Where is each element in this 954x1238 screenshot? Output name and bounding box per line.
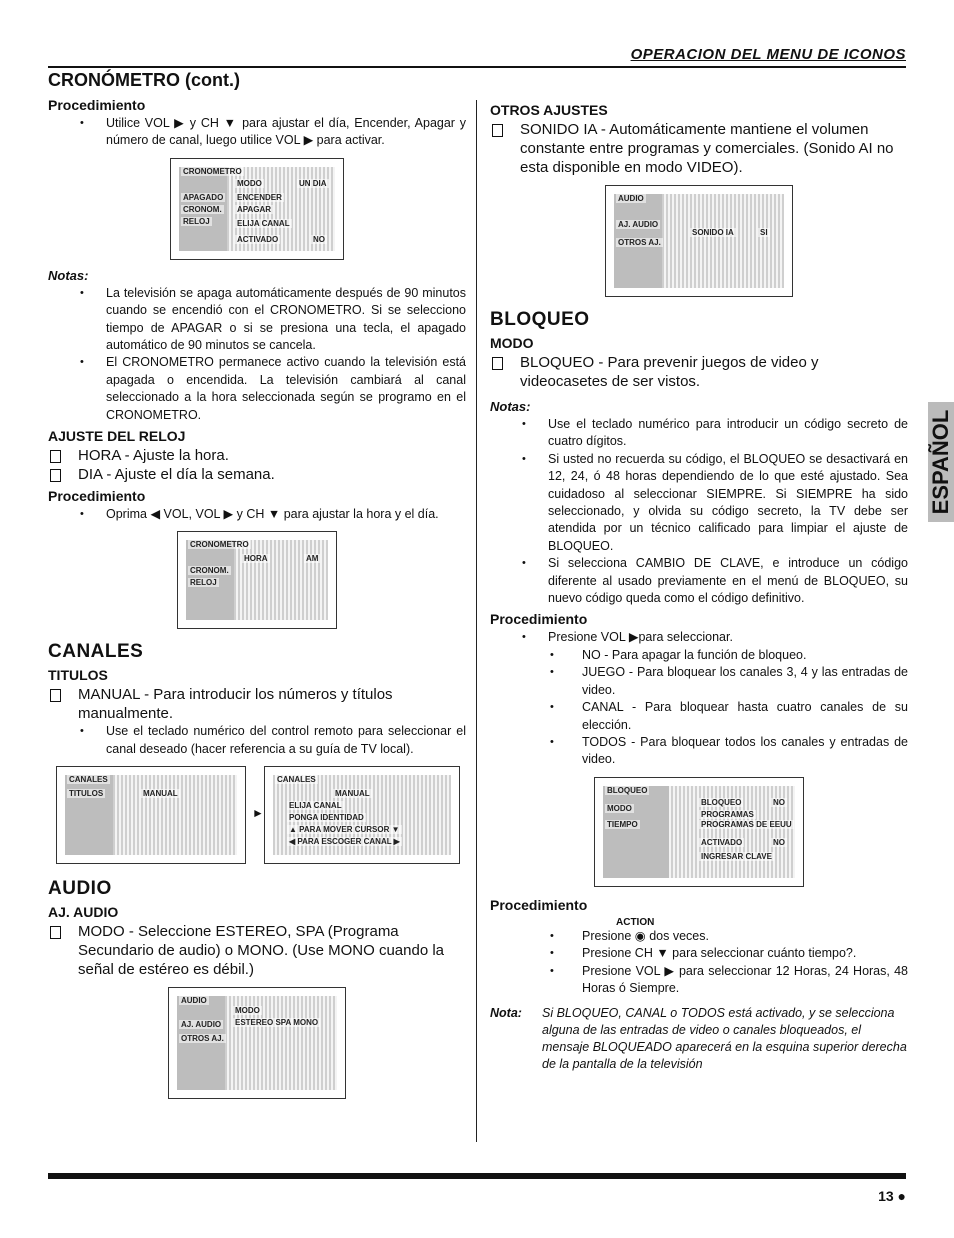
checkbox-icon xyxy=(492,357,503,370)
reloj-item-text: DIA - Ajuste el día la semana. xyxy=(78,466,275,484)
checkbox-icon xyxy=(50,469,61,482)
menu-label: ELIJA CANAL xyxy=(289,801,342,811)
menu-label: APAGADO xyxy=(183,192,224,202)
reloj-title: AJUSTE DEL RELOJ xyxy=(48,428,186,445)
nota-item: • La televisión se apaga automáticamente después de 90 minutos cuando se encendió con el CRONOMETRO. Si se selecciono tiempo de APAGAR o si se presiona una tecla, el apagado automático de 90 minutos se cancela. xyxy=(48,285,466,355)
canales-screenshots xyxy=(48,766,466,866)
menu-label: AJ. AUDIO xyxy=(618,220,659,229)
menu-label: INGRESAR CLAVE xyxy=(701,851,772,861)
bloqueo-title: BLOQUEO xyxy=(490,309,590,330)
canales-bullet: • Use el teclado numérico del control remoto para seleccionar el canal deseado (hacer referencia a su guía de TV local). xyxy=(48,723,466,758)
cronometro-title: CRONÓMETRO (cont.) xyxy=(48,70,240,90)
menu-label: CRONOMETRO xyxy=(183,166,242,176)
notas-label: Notas: xyxy=(48,267,89,283)
menu-label: SI xyxy=(760,228,768,237)
menu-label: ◀ PARA ESCOGER CANAL ▶ xyxy=(289,837,400,847)
menu-label: AUDIO xyxy=(618,194,644,203)
nota-item: • Si usted no recuerda su código, el BLOQUEO se desactivará en 12, 24, ó 48 horas dependiendo de lo que esté ajustado. Sea cuidadoso al seleccionar SIEMPRE. Si SIEMPRE ha sido seleccionado, y olvida su código secreto, la TV debe ser atendida por un técnico calificado para limpiar el ajuste de BLOQUEO. xyxy=(490,451,908,555)
otros-item xyxy=(490,120,908,177)
reloj-proc: • Oprima ◀ VOL, VOL ▶ y CH ▼ para ajustar la hora y el día. xyxy=(48,506,466,523)
language-tab xyxy=(928,402,954,522)
language-tab-label: ESPAÑOL xyxy=(928,409,953,515)
menu-label: CRONOM. xyxy=(183,204,222,214)
bloqueo-step: • Presione CH ▼ para seleccionar cuánto tiempo?. xyxy=(490,945,908,962)
action-label: ACTION xyxy=(616,916,655,928)
cronometro-menu-screenshot xyxy=(170,158,344,260)
menu-label: UN DIA xyxy=(299,178,327,188)
reloj-menu-screenshot xyxy=(177,531,337,629)
menu-label: ENCENDER xyxy=(237,192,282,202)
menu-label: MODO xyxy=(607,803,632,813)
left-column xyxy=(48,70,466,1107)
bloqueo-option: • CANAL - Para bloquear hasta cuatro canales de su elección. xyxy=(490,699,908,734)
menu-label: TIEMPO xyxy=(607,819,638,829)
reloj-item-text: HORA - Ajuste la hora. xyxy=(78,447,229,465)
nota-item: • El CRONOMETRO permanece activo cuando la televisión está apagada o encendida. La televisión cambiará al canal seleccionado a la hora seleccionada según se programo en el CRONOMETRO. xyxy=(48,354,466,424)
menu-label: ACTIVADO xyxy=(237,234,279,244)
menu-label: PROGRAMAS xyxy=(701,809,754,819)
bloqueo-option: • TODOS - Para bloquear todos los canales y entradas de video. xyxy=(490,734,908,769)
menu-label: CRONOMETRO xyxy=(190,540,249,550)
menu-label: MODO xyxy=(237,178,262,188)
menu-label: SONIDO IA xyxy=(692,228,734,237)
titulos-subtitle: TITULOS xyxy=(48,667,108,684)
checkbox-icon xyxy=(50,926,61,939)
menu-label: ▲ PARA MOVER CURSOR ▼ xyxy=(289,825,400,835)
audio-item-text: MODO - Seleccione ESTEREO, SPA (Programa Secundario de audio) o MONO. (Use MONO cuando la señal de estéreo es débil.) xyxy=(78,923,444,979)
menu-label: HORA xyxy=(244,554,268,564)
reloj-item xyxy=(48,465,466,484)
menu-label: RELOJ xyxy=(190,578,217,588)
audio-title: AUDIO xyxy=(48,878,112,900)
menu-label: ACTIVADO xyxy=(701,837,743,847)
canales-title: CANALES xyxy=(48,641,144,663)
menu-label: AM xyxy=(306,554,319,564)
menu-label: MODO xyxy=(235,1006,260,1016)
menu-label: RELOJ xyxy=(183,216,210,226)
right-column xyxy=(490,98,908,1073)
checkbox-icon xyxy=(492,124,503,137)
menu-label: OTROS AJ. xyxy=(181,1034,224,1044)
bloqueo-option: • NO - Para apagar la función de bloqueo. xyxy=(490,647,908,664)
aj-audio-subtitle: AJ. AUDIO xyxy=(48,904,119,921)
bloqueo-menu-screenshot xyxy=(594,777,804,887)
page-header xyxy=(48,46,906,68)
bloqueo-item-text: BLOQUEO - Para prevenir juegos de video y videocasetes de ser vistos. xyxy=(520,354,819,390)
menu-label: BLOQUEO xyxy=(607,785,648,795)
nota-item: • Si selecciona CAMBIO DE CLAVE, e introduce un código diferente al usado previamente en el menú de BLOQUEO, su nuevo código queda como el código definitivo. xyxy=(490,555,908,607)
bloqueo-nota xyxy=(490,1005,908,1073)
menu-label: PONGA IDENTIDAD xyxy=(289,813,364,823)
menu-label: APAGAR xyxy=(237,204,272,214)
checkbox-icon xyxy=(50,689,61,702)
otros-item-text: SONIDO IA - Automáticamente mantiene el volumen constante entre programas y comerciales. (Sonido AI no esta disponible en modo VIDEO). xyxy=(520,121,894,176)
menu-label: MANUAL xyxy=(335,789,370,799)
arrow-right-icon: ► xyxy=(252,806,264,821)
menu-label: OTROS AJ. xyxy=(618,238,661,247)
header-title: OPERACION DEL MENU DE ICONOS xyxy=(630,46,906,63)
notas-label: Notas: xyxy=(490,399,531,414)
canales-item xyxy=(48,685,466,723)
bloqueo-step: • Presione ◉ dos veces. xyxy=(490,928,908,945)
bloqueo-option: • JUEGO - Para bloquear los canales 3, 4 y las entradas de video. xyxy=(490,664,908,699)
footer-rule xyxy=(48,1173,906,1179)
nota-text: Si BLOQUEO, CANAL o TODOS está activado, y se selecciona alguna de las entradas de video o canales bloqueados, el mensaje BLOQUEADO aparecerá en la esquina superior derecha de la pantalla de la televisión xyxy=(542,1006,907,1072)
canales-manual-screenshot xyxy=(264,766,460,864)
cronometro-proc: • Utilice VOL ▶ y CH ▼ para ajustar el día, Encender, Apagar y número de canal, luego utilice VOL ▶ para activar. xyxy=(48,115,466,150)
audio-item xyxy=(48,922,466,979)
audio-menu-screenshot xyxy=(168,987,346,1099)
menu-label: MANUAL xyxy=(143,789,178,799)
column-divider xyxy=(476,100,477,1142)
nota-label: Nota: xyxy=(490,1006,522,1021)
reloj-item xyxy=(48,446,466,465)
procedimiento-label: Procedimiento xyxy=(490,896,588,913)
page-number: 13 ● xyxy=(878,1188,906,1204)
menu-label: NO xyxy=(773,837,785,847)
menu-label: PROGRAMAS DE EEUU xyxy=(701,819,792,829)
bloqueo-item xyxy=(490,353,908,391)
menu-label: BLOQUEO xyxy=(701,797,742,807)
menu-label: ESTEREO SPA MONO xyxy=(235,1018,319,1028)
nota-item: • Use el teclado numérico para introducir un código secreto de cuatro dígitos. xyxy=(490,416,908,451)
menu-label: AJ. AUDIO xyxy=(181,1020,222,1030)
menu-label: NO xyxy=(773,797,785,807)
otros-title: OTROS AJUSTES xyxy=(490,102,608,118)
modo-subtitle: MODO xyxy=(490,335,534,351)
menu-label: TITULOS xyxy=(69,789,104,799)
menu-label: ELIJA CANAL xyxy=(237,218,290,228)
menu-label: CANALES xyxy=(277,775,316,785)
otros-menu-screenshot xyxy=(605,185,793,297)
menu-label: CANALES xyxy=(69,775,108,785)
menu-label: NO xyxy=(313,234,325,244)
canales-item-text: MANUAL - Para introducir los números y títulos manualmente. xyxy=(78,686,393,723)
procedimiento-label: Procedimiento xyxy=(490,611,588,628)
procedimiento-label: Procedimiento xyxy=(48,488,146,505)
bloqueo-proc: • Presione VOL ▶para seleccionar. xyxy=(490,629,908,646)
menu-label: CRONOM. xyxy=(190,566,229,576)
checkbox-icon xyxy=(50,450,61,463)
canales-menu-screenshot xyxy=(56,766,246,864)
bloqueo-step: • Presione VOL ▶ para seleccionar 12 Horas, 24 Horas, 48 Horas ó Siempre. xyxy=(490,963,908,998)
procedimiento-label: Procedimiento xyxy=(48,97,146,113)
menu-label: AUDIO xyxy=(181,996,207,1006)
